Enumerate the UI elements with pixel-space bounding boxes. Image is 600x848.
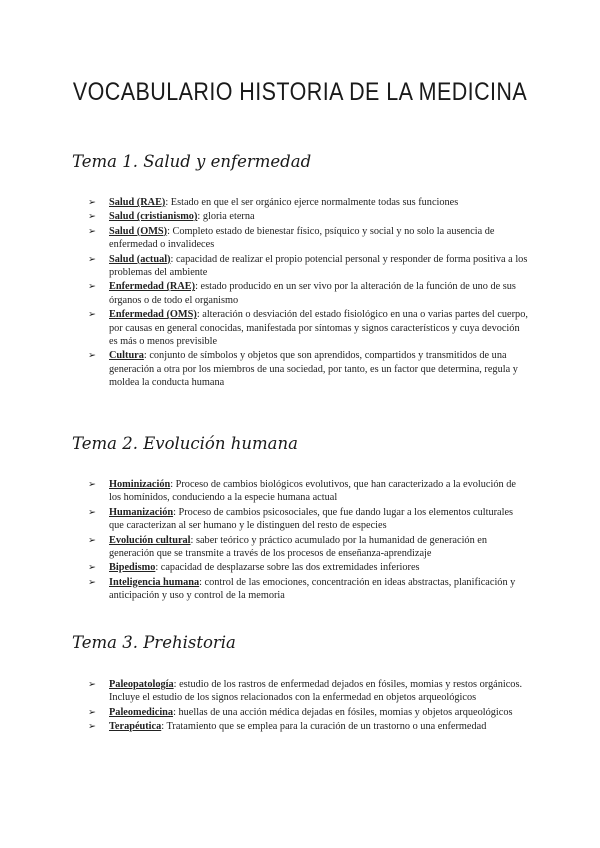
list-item [88, 576, 528, 603]
arrow-bullet-icon: ➢ [88, 706, 96, 718]
section-list-tema-2 [88, 478, 528, 604]
list-item [88, 280, 528, 307]
definition: : Estado en que el ser orgánico ejerce normalmente todas sus funciones [165, 197, 459, 208]
term: Bipedismo [109, 562, 156, 574]
list-item [88, 506, 528, 533]
section-heading-tema-2: Tema 2. Evolución humana [72, 434, 298, 453]
arrow-bullet-icon: ➢ [88, 534, 96, 546]
term: Cultura [109, 350, 144, 362]
definition: : Completo estado de bienestar físico, psíquico y social y no solo la ausencia de enfermedad o invalideces [109, 225, 495, 251]
definition: : saber teórico y práctico acumulado por la humanidad de generación en generación que se transmite a través de los procesos de enseñanza-aprendizaje [109, 534, 488, 560]
definition: : capacidad de realizar el propio potencial personal y responder de forma positiva a los problemas del ambiente [109, 253, 528, 279]
term: Salud (actual) [109, 253, 171, 265]
term: Paleopatología [109, 679, 174, 690]
term: Salud (RAE) [109, 197, 166, 208]
arrow-bullet-icon: ➢ [88, 309, 96, 321]
section-list-tema-1 [88, 196, 528, 391]
arrow-bullet-icon: ➢ [88, 506, 96, 518]
page-title: VOCABULARIO HISTORIA DE LA MEDICINA [72, 78, 528, 106]
list-item [88, 210, 528, 223]
term: Enfermedad (OMS) [109, 309, 197, 321]
term: Enfermedad (RAE) [109, 281, 196, 293]
list-item [88, 478, 528, 505]
list-item [88, 706, 528, 719]
list-item [88, 534, 528, 561]
arrow-bullet-icon: ➢ [88, 211, 96, 223]
arrow-bullet-icon: ➢ [88, 679, 96, 690]
term: Paleomedicina [109, 706, 174, 718]
list-item [88, 225, 528, 252]
list-item [88, 720, 528, 733]
arrow-bullet-icon: ➢ [88, 576, 96, 588]
definition: : huellas de una acción médica dejadas en fósiles, momias y objetos arqueológicos [173, 706, 513, 718]
term: Salud (cristianismo) [109, 211, 198, 223]
arrow-bullet-icon: ➢ [88, 562, 96, 574]
definition: : conjunto de símbolos y objetos que son aprendidos, compartidos y transmitidos de una generación a otra por los miembros de una sociedad, por tanto, es un factor que determina, regula y moldea la conducta humana [109, 350, 518, 389]
definition: : alteración o desviación del estado fisiológico en una o varias partes del cuerpo, por causas en general conocidas, manifestada por síntomas y signos característicos y cuya devoción es más o menos previsible [109, 309, 528, 348]
definition: : gloria eterna [197, 211, 255, 223]
term: Terapéutica [109, 721, 162, 733]
list-item [88, 308, 528, 348]
arrow-bullet-icon: ➢ [88, 281, 96, 293]
section-list-tema-3 [88, 678, 528, 735]
section-heading-tema-1: Tema 1. Salud y enfermedad [72, 152, 312, 171]
term: Evolución cultural [109, 534, 191, 546]
arrow-bullet-icon: ➢ [88, 253, 96, 265]
arrow-bullet-icon: ➢ [88, 350, 96, 362]
arrow-bullet-icon: ➢ [88, 721, 96, 733]
term: Hominización [109, 479, 171, 490]
list-item [88, 561, 528, 574]
term: Salud (OMS) [109, 225, 168, 237]
definition: : Proceso de cambios psicosociales, que fue dando lugar a los elementos culturales que caracterizan al ser humano y le distinguen del resto de especies [109, 506, 514, 532]
definition: : capacidad de desplazarse sobre las dos extremidades inferiores [155, 562, 420, 574]
list-item [88, 196, 528, 209]
list-item [88, 349, 528, 389]
arrow-bullet-icon: ➢ [88, 197, 96, 208]
definition: : estudio de los rastros de enfermedad dejados en fósiles, momias y restos orgánicos. Incluye el estudio de los signos relacionados con la enfermedad en objetos arqueológicos [109, 679, 523, 704]
term: Humanización [109, 506, 174, 518]
definition: : Tratamiento que se emplea para la curación de un trastorno o una enfermedad [161, 721, 487, 733]
arrow-bullet-icon: ➢ [88, 225, 96, 237]
list-item [88, 253, 528, 280]
term: Inteligencia humana [109, 576, 200, 588]
section-heading-tema-3: Tema 3. Prehistoria [72, 633, 236, 652]
definition: : estado producido en un ser vivo por la alteración de la función de uno de sus órganos o de todo el organismo [109, 281, 516, 306]
definition: : control de las emociones, concentración en ideas abstractas, planificación y anticipación y uso y control de la memoria [109, 576, 516, 602]
definition: : Proceso de cambios biológicos evolutivos, que han caracterizado a la evolución de los homínidos, conduciendo a la especie humana actual [109, 479, 516, 504]
list-item [88, 678, 528, 705]
arrow-bullet-icon: ➢ [88, 479, 96, 490]
